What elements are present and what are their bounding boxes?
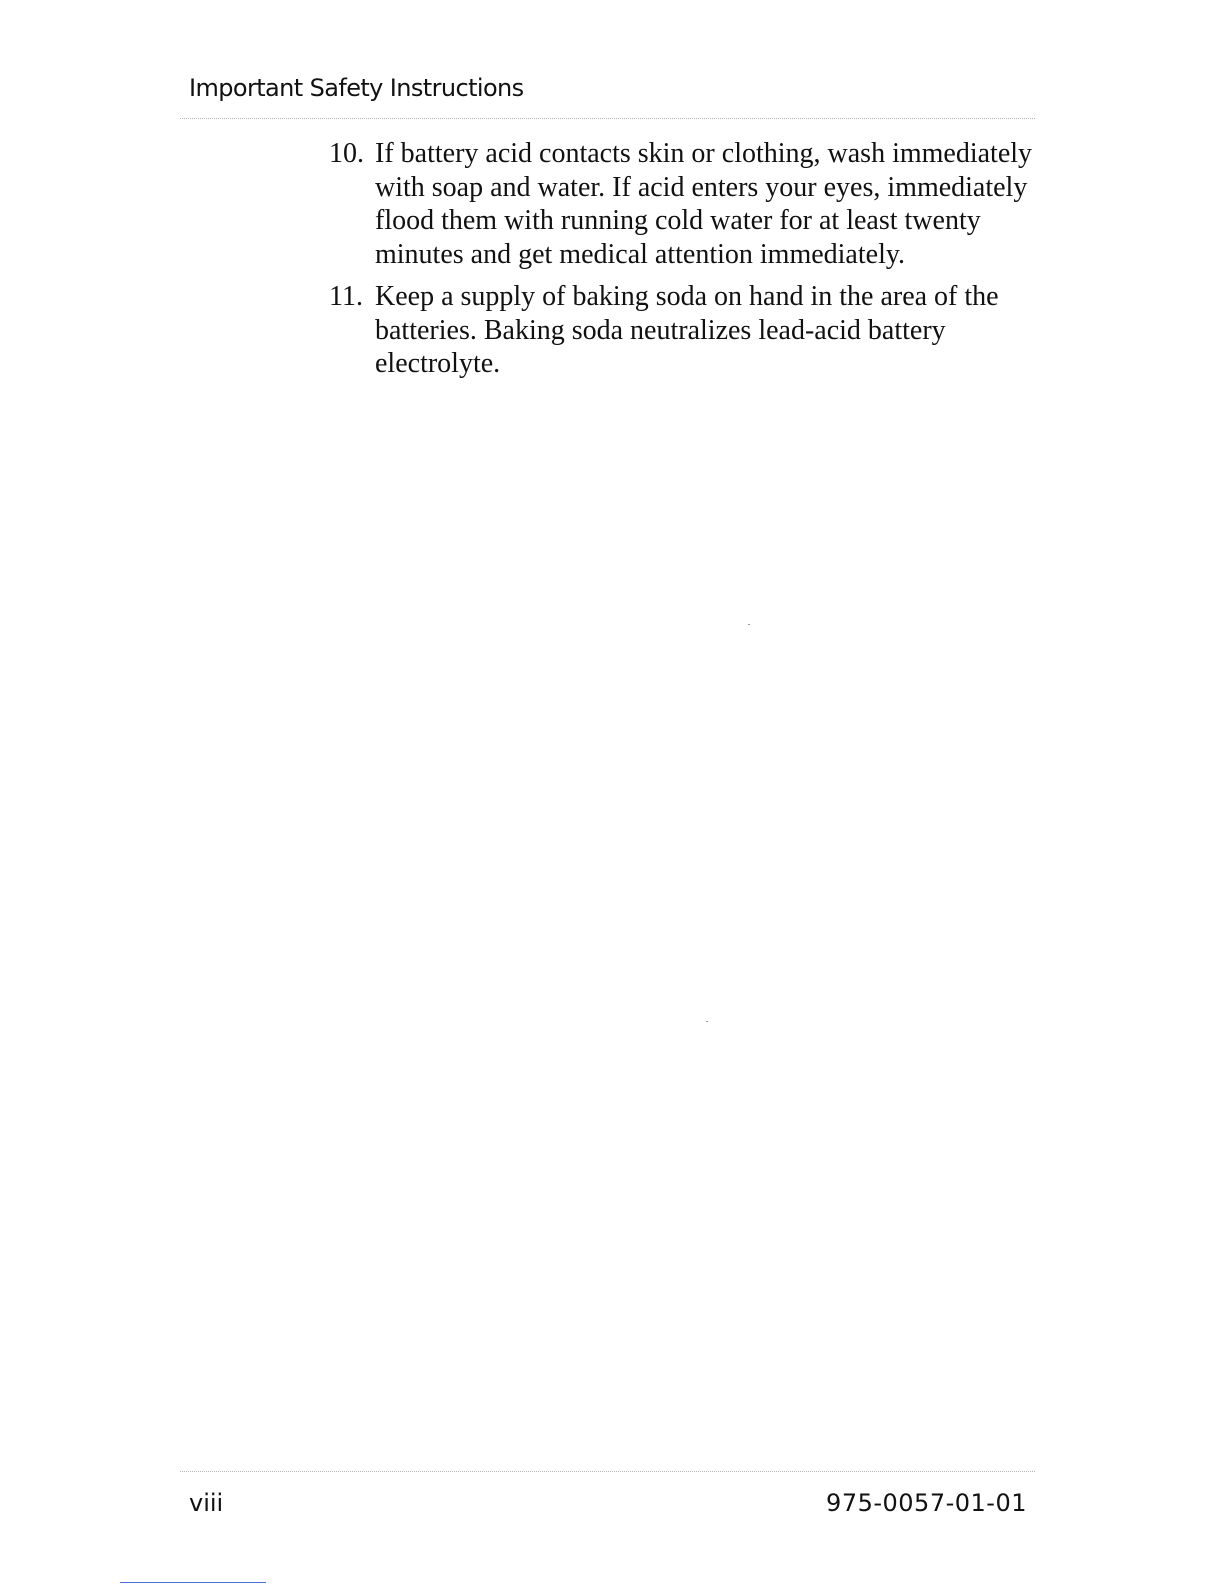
instruction-text: Keep a supply of baking soda on hand in the area of the batteries. Baking soda neutralizes lead-acid battery electrolyte. (375, 281, 999, 379)
document-id: 975-0057-01-01 (826, 1489, 1027, 1517)
safety-instructions-list (329, 137, 1039, 390)
instruction-text: If battery acid contacts skin or clothing, wash immediately with soap and water. If acid enters your eyes, immediately flood them with running cold water for at least twenty minutes and get medical attention immediately. (375, 138, 1033, 270)
footer-divider (180, 1471, 1035, 1472)
instruction-number: 10. (329, 138, 364, 169)
scan-speck (748, 624, 750, 625)
scan-speck (706, 1021, 708, 1022)
instruction-item-10 (329, 137, 1039, 271)
instruction-number: 11. (329, 281, 363, 312)
header-divider (180, 118, 1035, 119)
section-header-title: Important Safety Instructions (189, 74, 524, 102)
link-underline (120, 1582, 266, 1583)
instruction-item-11 (329, 280, 1039, 381)
page-number: viii (189, 1489, 224, 1517)
